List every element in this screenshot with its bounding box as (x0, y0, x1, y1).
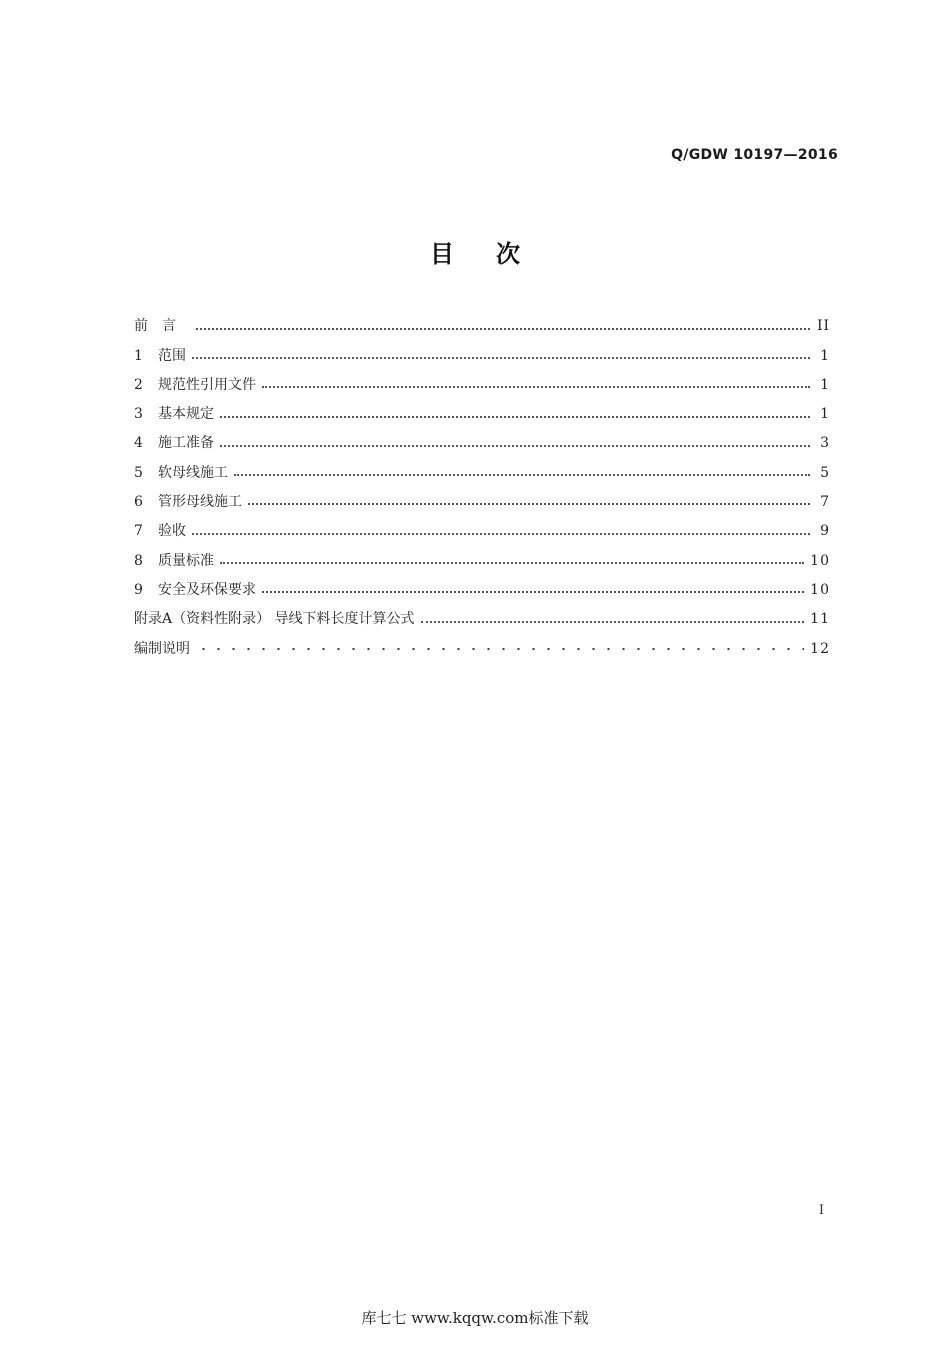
table-of-contents (134, 309, 830, 661)
toc-entry-page: 9 (820, 523, 830, 540)
toc-leader-dots (234, 462, 810, 476)
toc-entry-label: 前言 (134, 318, 190, 335)
page-number: I (818, 1203, 824, 1218)
toc-entry-page: 12 (810, 640, 830, 657)
toc-entry-1[interactable] (134, 338, 830, 367)
toc-leader-dots (262, 374, 810, 388)
toc-entry-label: 管形母线施工 (158, 494, 242, 511)
toc-entry-label: 范围 (158, 347, 186, 364)
toc-entry-5[interactable] (134, 455, 830, 484)
toc-leader-dots (220, 433, 810, 447)
toc-leader-dots (192, 521, 810, 535)
toc-entry-page: 1 (820, 376, 830, 393)
toc-leader-dots (262, 579, 804, 593)
toc-entry-preface[interactable] (134, 309, 830, 338)
toc-entry-number: 3 (134, 406, 143, 423)
toc-entry-label: 安全及环保要求 (158, 581, 256, 598)
toc-entry-7[interactable] (134, 514, 830, 543)
toc-entry-8[interactable] (134, 543, 830, 572)
footer-watermark-text: 库七七 www.kqqw.com标准下载 (361, 1309, 589, 1327)
toc-entry-notes[interactable] (134, 631, 830, 660)
toc-leader-dots (196, 645, 804, 651)
toc-entry-number: 2 (134, 376, 143, 393)
toc-leader-dots (196, 316, 810, 330)
toc-leader-dots (220, 404, 810, 418)
toc-entry-page: 7 (820, 494, 830, 511)
toc-entry-appendix-a[interactable] (134, 602, 830, 631)
toc-leader-dots (220, 550, 804, 564)
toc-entry-number: 5 (134, 464, 143, 481)
toc-entry-4[interactable] (134, 426, 830, 455)
toc-entry-label: 验收 (158, 523, 186, 540)
toc-entry-label: 软母线施工 (158, 464, 228, 481)
toc-entry-label: 规范性引用文件 (158, 376, 256, 393)
toc-entry-page: 10 (810, 581, 830, 598)
toc-entry-label: 质量标准 (158, 552, 214, 569)
toc-entry-page: 11 (810, 611, 830, 628)
toc-entry-label: 基本规定 (158, 406, 214, 423)
toc-entry-page: 1 (820, 347, 830, 364)
toc-entry-number: 1 (134, 347, 143, 364)
toc-entry-label: 施工准备 (158, 435, 214, 452)
toc-leader-dots (192, 345, 810, 359)
document-code: Q/GDW 10197—2016 (671, 147, 838, 163)
toc-entry-label: 编制说明 (134, 640, 190, 657)
toc-entry-number: 9 (134, 581, 143, 598)
toc-entry-page: 10 (810, 552, 830, 569)
toc-entry-3[interactable] (134, 397, 830, 426)
toc-entry-page: 1 (820, 406, 830, 423)
toc-entry-6[interactable] (134, 485, 830, 514)
toc-entry-2[interactable] (134, 368, 830, 397)
toc-entry-number: 4 (134, 435, 143, 452)
toc-entry-page: II (816, 318, 830, 335)
toc-entry-label: 附录A（资料性附录） 导线下料长度计算公式 (134, 611, 415, 628)
toc-entry-number: 6 (134, 494, 143, 511)
toc-leader-dots (248, 491, 810, 505)
toc-entry-page: 5 (820, 464, 830, 481)
toc-entry-number: 8 (134, 552, 143, 569)
toc-leader-dots (421, 609, 805, 623)
page-title: 目次 (430, 240, 562, 268)
toc-entry-page: 3 (820, 435, 830, 452)
toc-entry-9[interactable] (134, 573, 830, 602)
toc-entry-number: 7 (134, 523, 143, 540)
